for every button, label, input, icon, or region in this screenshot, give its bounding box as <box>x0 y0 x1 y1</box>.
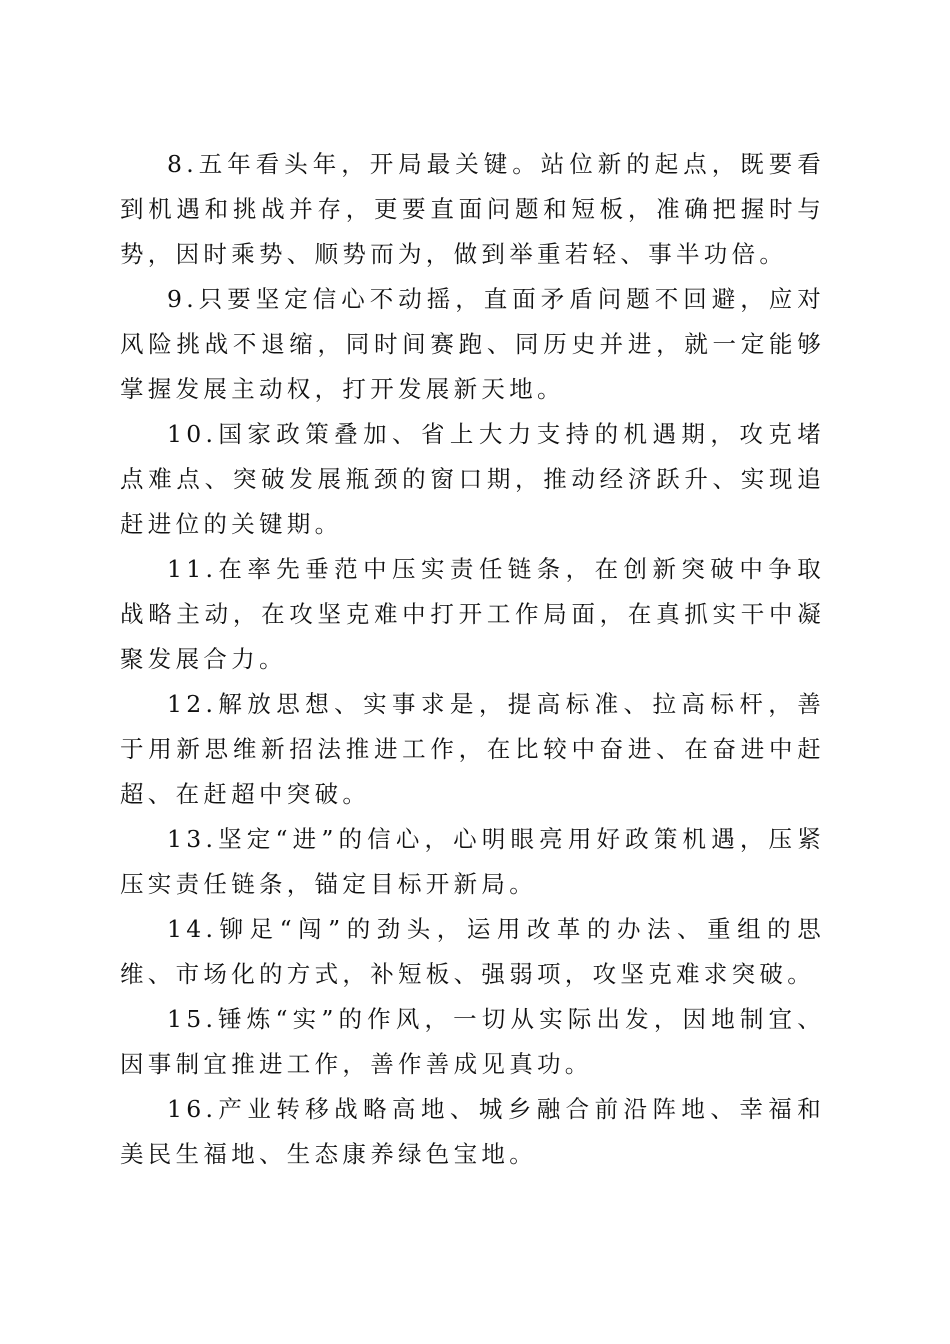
paragraph-12: 12.解放思想、实事求是，提高标准、拉高标杆，善于用新思维新招法推进工作，在比较中奋进、在奋进中赶超、在赶超中突破。 <box>120 690 825 808</box>
paragraph-13: 13.坚定“进”的信心，心明眼亮用好政策机遇，压紧压实责任链条，锚定目标开新局。 <box>120 825 825 898</box>
paragraph-14: 14.铆足“闯”的劲头，运用改革的办法、重组的思维、市场化的方式，补短板、强弱项，攻坚克难求突破。 <box>120 915 825 988</box>
paragraph-10: 10.国家政策叠加、省上大力支持的机遇期，攻克堵点难点、突破发展瓶颈的窗口期，推动经济跃升、实现追赶进位的关键期。 <box>120 420 825 538</box>
paragraph-9: 9.只要坚定信心不动摇，直面矛盾问题不回避，应对风险挑战不退缩，同时间赛跑、同历史并进，就一定能够掌握发展主动权，打开发展新天地。 <box>120 285 825 403</box>
document-body <box>120 142 825 1177</box>
paragraph-16: 16.产业转移战略高地、城乡融合前沿阵地、幸福和美民生福地、生态康养绿色宝地。 <box>120 1095 825 1168</box>
paragraph-8: 8.五年看头年，开局最关键。站位新的起点，既要看到机遇和挑战并存，更要直面问题和短板，准确把握时与势，因时乘势、顺势而为，做到举重若轻、事半功倍。 <box>120 150 825 268</box>
paragraph-11: 11.在率先垂范中压实责任链条，在创新突破中争取战略主动，在攻坚克难中打开工作局面，在真抓实干中凝聚发展合力。 <box>120 555 825 673</box>
paragraph-15: 15.锤炼“实”的作风，一切从实际出发，因地制宜、因事制宜推进工作，善作善成见真功。 <box>120 1005 825 1078</box>
